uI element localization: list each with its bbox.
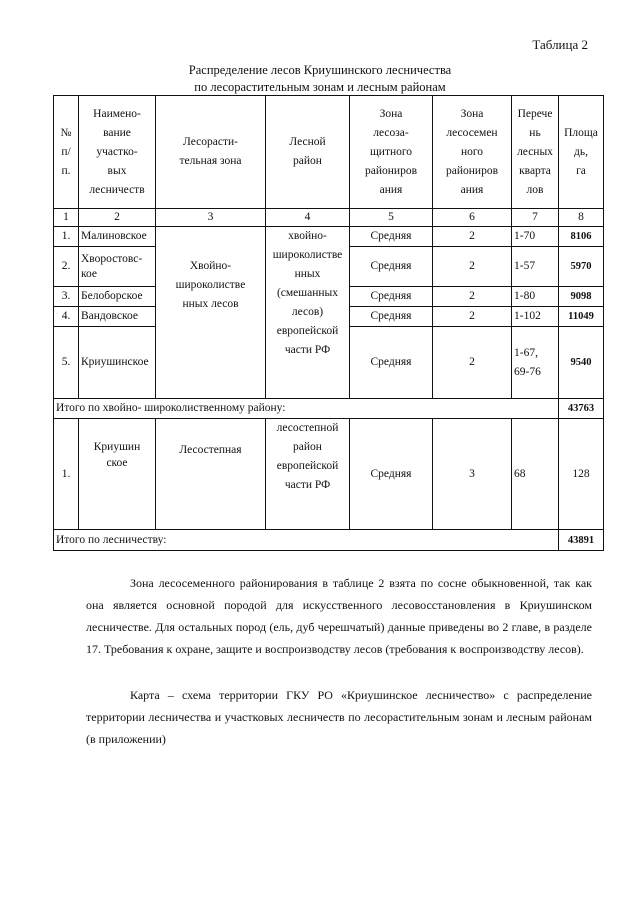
forest-district: хвойно- широколистве нных (смешанных лесов) европейской части РФ xyxy=(266,227,350,399)
seed-zone: 2 xyxy=(433,327,512,399)
area: 128 xyxy=(559,419,604,530)
area: 9540 xyxy=(559,327,604,399)
vegetation-zone: Лесостепная xyxy=(156,419,266,530)
seed-zone: 2 xyxy=(433,307,512,327)
subtotal-value: 43763 xyxy=(559,399,604,419)
table-row xyxy=(54,419,604,530)
forest-distribution-table xyxy=(53,95,604,551)
column-number: 4 xyxy=(266,209,350,227)
column-number-row xyxy=(54,209,604,227)
forestry-name: Хворостовс- кое xyxy=(79,247,156,287)
paragraph-seed-zone: Зона лесосеменного районирования в таблице 2 взята по сосне обыкновенной, так как она является основной породой для искусственного лесовосстановления в Криушинском лесничестве. Для остальных пород (ель, дуб черешчатый) данные приведены во 2 главе, в разделе 17. Требования к охране, защите и воспроизводству лесов (требования к воспроизводству лесов). xyxy=(86,576,592,656)
seed-zone: 2 xyxy=(433,247,512,287)
column-number: 8 xyxy=(559,209,604,227)
column-number: 6 xyxy=(433,209,512,227)
header-cell: Зона лесосемен ного райониров ания xyxy=(433,96,512,209)
total-row xyxy=(54,530,604,551)
total-value: 43891 xyxy=(559,530,604,551)
header-row xyxy=(54,96,604,209)
area: 5970 xyxy=(559,247,604,287)
quarters: 1-102 xyxy=(512,307,559,327)
header-cell: Наимено- вание участко- вых лесничеств xyxy=(79,96,156,209)
header-cell: Лесорасти- тельная зона xyxy=(156,96,266,209)
subtotal-label: Итого по хвойно- широколиственному району: xyxy=(54,399,559,419)
forest-district: лесостепной район европейской части РФ xyxy=(266,419,350,530)
row-number: 1. xyxy=(54,227,79,247)
protection-zone: Средняя xyxy=(350,287,433,307)
protection-zone: Средняя xyxy=(350,419,433,530)
header-cell: № п/ п. xyxy=(54,96,79,209)
quarters: 1-70 xyxy=(512,227,559,247)
header-cell: Перече нь лесных кварта лов xyxy=(512,96,559,209)
forestry-name: Вандовское xyxy=(79,307,156,327)
row-number: 3. xyxy=(54,287,79,307)
protection-zone: Средняя xyxy=(350,307,433,327)
quarters: 1-80 xyxy=(512,287,559,307)
row-number: 2. xyxy=(54,247,79,287)
quarters: 68 xyxy=(512,419,559,530)
forestry-name: Белоборское xyxy=(79,287,156,307)
seed-zone: 2 xyxy=(433,227,512,247)
column-number: 2 xyxy=(79,209,156,227)
column-number: 3 xyxy=(156,209,266,227)
protection-zone: Средняя xyxy=(350,327,433,399)
seed-zone: 2 xyxy=(433,287,512,307)
table-number: Таблица 2 xyxy=(532,37,588,52)
forestry-name: Криушинское xyxy=(79,327,156,399)
column-number: 1 xyxy=(54,209,79,227)
paragraph-map: Карта – схема территории ГКУ РО «Криушинское лесничество» с распределение территории лесничества и участковых лесничеств по лесорастительным зонам и лесным районам (в приложении) xyxy=(86,688,592,746)
table-subtitle: по лесорастительным зонам и лесным районам xyxy=(194,80,446,94)
total-label: Итого по лесничеству: xyxy=(54,530,559,551)
header-cell: Площа дь, га xyxy=(559,96,604,209)
table-title: Распределение лесов Криушинского лесничества xyxy=(188,63,452,77)
quarters: 1-67, 69-76 xyxy=(512,327,559,399)
vegetation-zone: Хвойно- широколиствe нных лесов xyxy=(156,227,266,399)
subtotal-row xyxy=(54,399,604,419)
area: 9098 xyxy=(559,287,604,307)
table-row xyxy=(54,227,604,247)
row-number: 4. xyxy=(54,307,79,327)
forestry-name: Малиновское xyxy=(79,227,156,247)
row-number: 5. xyxy=(54,327,79,399)
forestry-name: Криушин ское xyxy=(79,419,156,530)
row-number: 1. xyxy=(54,419,79,530)
header-cell: Зона лесоза- щитного райониров ания xyxy=(350,96,433,209)
area: 8106 xyxy=(559,227,604,247)
protection-zone: Средняя xyxy=(350,227,433,247)
column-number: 7 xyxy=(512,209,559,227)
column-number: 5 xyxy=(350,209,433,227)
header-cell: Лесной район xyxy=(266,96,350,209)
quarters: 1-57 xyxy=(512,247,559,287)
seed-zone: 3 xyxy=(433,419,512,530)
protection-zone: Средняя xyxy=(350,247,433,287)
area: 11049 xyxy=(559,307,604,327)
